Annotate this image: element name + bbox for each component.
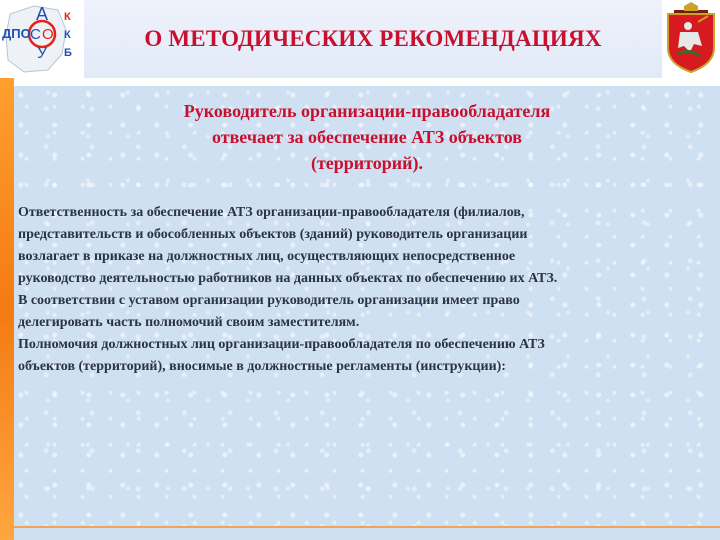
logo-letter-a: А bbox=[36, 4, 49, 24]
moscow-coat-of-arms-icon bbox=[664, 2, 718, 74]
heading-line: отвечает за обеспечение АТЗ объектов bbox=[211, 127, 523, 147]
asou-logo-icon bbox=[0, 0, 84, 78]
content-bottom-strip bbox=[14, 528, 720, 540]
body-line: объектов (территорий), вносимые в должностные регламенты (инструкции): bbox=[18, 359, 506, 374]
header bbox=[0, 0, 720, 78]
logo-right-letter-3: Б bbox=[64, 47, 72, 59]
body-line: В соответствии с уставом организации руководитель организации имеет право bbox=[18, 293, 520, 308]
body-line: представительств и обособленных объектов (зданий) руководитель организации bbox=[18, 227, 528, 242]
body-line: делегировать часть полномочий своим заместителям. bbox=[18, 315, 360, 330]
logo-right-letter-1: К bbox=[64, 11, 71, 23]
heading-line: Руководитель организации-правообладателя bbox=[183, 101, 551, 121]
body-line: Ответственность за обеспечение АТЗ организации-правообладателя (филиалов, bbox=[18, 205, 525, 220]
body-line: руководство деятельностью работников на данных объектах по обеспечению их АТЗ. bbox=[18, 271, 558, 286]
left-accent-bar bbox=[0, 78, 14, 540]
body-text bbox=[18, 202, 718, 378]
logo-letter-s: С bbox=[30, 26, 41, 43]
logo-right-letter-2: К bbox=[64, 29, 71, 41]
logo-left-text: ДПО bbox=[2, 26, 31, 41]
title-box bbox=[84, 0, 662, 78]
logo-letter-o: О bbox=[42, 26, 54, 43]
body-line: Полномочия должностных лиц организации-правообладателя по обеспечению АТЗ bbox=[18, 337, 545, 352]
body-line: возлагает в приказе на должностных лиц, осуществляющих непосредственное bbox=[18, 249, 516, 264]
logo-letter-u: У bbox=[37, 45, 48, 62]
heading-line: (территорий). bbox=[310, 153, 424, 173]
page-title: О МЕТОДИЧЕСКИХ РЕКОМЕНДАЦИЯХ bbox=[144, 26, 602, 51]
slide-heading bbox=[14, 98, 720, 176]
